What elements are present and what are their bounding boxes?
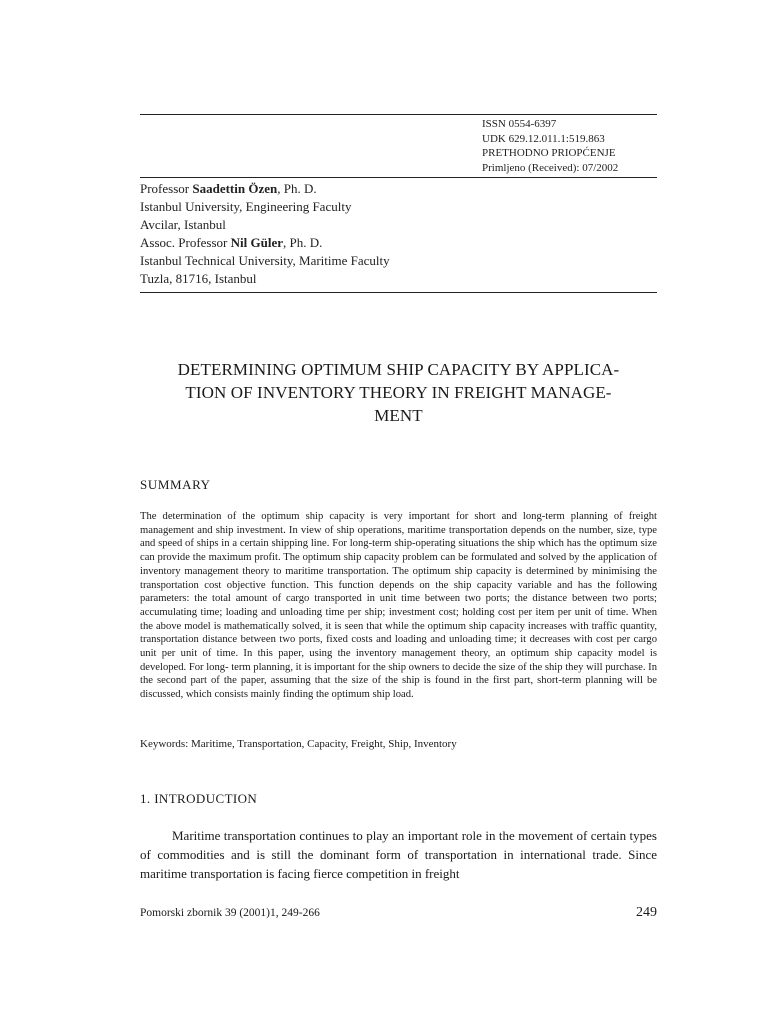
author-2-affiliation: Istanbul Technical University, Maritime Faculty [140,253,390,268]
author-1-suffix: , Ph. D. [277,181,317,196]
author-1-name: Saadettin Özen [192,181,278,196]
author-2-address: Tuzla, 81716, Istanbul [140,271,257,286]
author-1-affiliation: Istanbul University, Engineering Faculty [140,199,352,214]
issn: ISSN 0554-6397 [482,118,557,130]
author-block [140,180,390,288]
article-category: PRETHODNO PRIOPĆENJE [482,147,616,159]
author-2-suffix: , Ph. D. [283,235,323,250]
page-number: 249 [636,905,657,920]
summary-heading: SUMMARY [140,477,211,492]
authors-bottom-rule [140,292,657,293]
keywords: Keywords: Maritime, Transportation, Capacity, Freight, Ship, Inventory [140,738,457,750]
author-1-line [140,180,390,198]
footer-journal-citation: Pomorski zbornik 39 (2001)1, 249-266 [140,907,320,919]
top-rule [140,114,657,115]
author-2-prefix: Assoc. Professor [140,235,231,250]
author-1-prefix: Professor [140,181,193,196]
summary-text: The determination of the optimum ship capacity is very important for short and long-term planning of freight management and ship investment. In view of ship operations, maritime transportation depends on the number, size, type and speed of ships in a certain shipping line. For long-term ship-operating situations the ship which has the optimum size can provide the maximum profit. The optimum ship capacity problem can be formulated and solved by the application of inventory management theory to maritime transportation. The optimum ship capacity is determined by minimising the transportation cost objective function. This function depends on the ship capacity variable and has the following parameters: the total amount of cargo transported in unit time between two ports; the distance between two ports; accumulating time; loading and unloading time per ship; investment cost; holding cost per item per unit of time. When the above model is mathematically solved, it is seen that while the optimum ship capacity increases with traffic quantity, transportation distance between two ports, fixed costs and loading and unloading time; it decreases with cost per cargo unit per unit of time. In this paper, using the inventory management theory, an optimum ship capacity model is developed. For long- term planning, it is important for the ship owners to decide the size of the ship they will purchase. In the second part of the paper, assuming that the size of the ship is found in the first part, short-term planning will be discussed, which consists mainly finding the optimum ship load. [140,511,657,701]
title-line-2: TION OF INVENTORY THEORY IN FREIGHT MANAGE- [185,383,612,402]
title-line-3: MENT [374,406,423,425]
introduction-text: Maritime transportation continues to play an important role in the movement of certain types of commodities and is still the dominant form of transportation in international trade. Since maritime transportation is facing fierce competition in freight [140,828,657,881]
author-1-address: Avcilar, Istanbul [140,217,226,232]
title-line-1: DETERMINING OPTIMUM SHIP CAPACITY BY APPLICA- [177,360,620,379]
received-date: Primljeno (Received): 07/2002 [482,161,619,174]
author-2-line [140,234,390,252]
udk-code: UDK 629.12.011.1:519.863 [482,132,605,145]
article-metadata [482,117,618,175]
introduction-heading: 1. INTRODUCTION [140,791,258,806]
paper-title [140,358,657,427]
authors-top-rule [140,177,657,178]
author-2-name: Nil Güler [230,235,283,250]
